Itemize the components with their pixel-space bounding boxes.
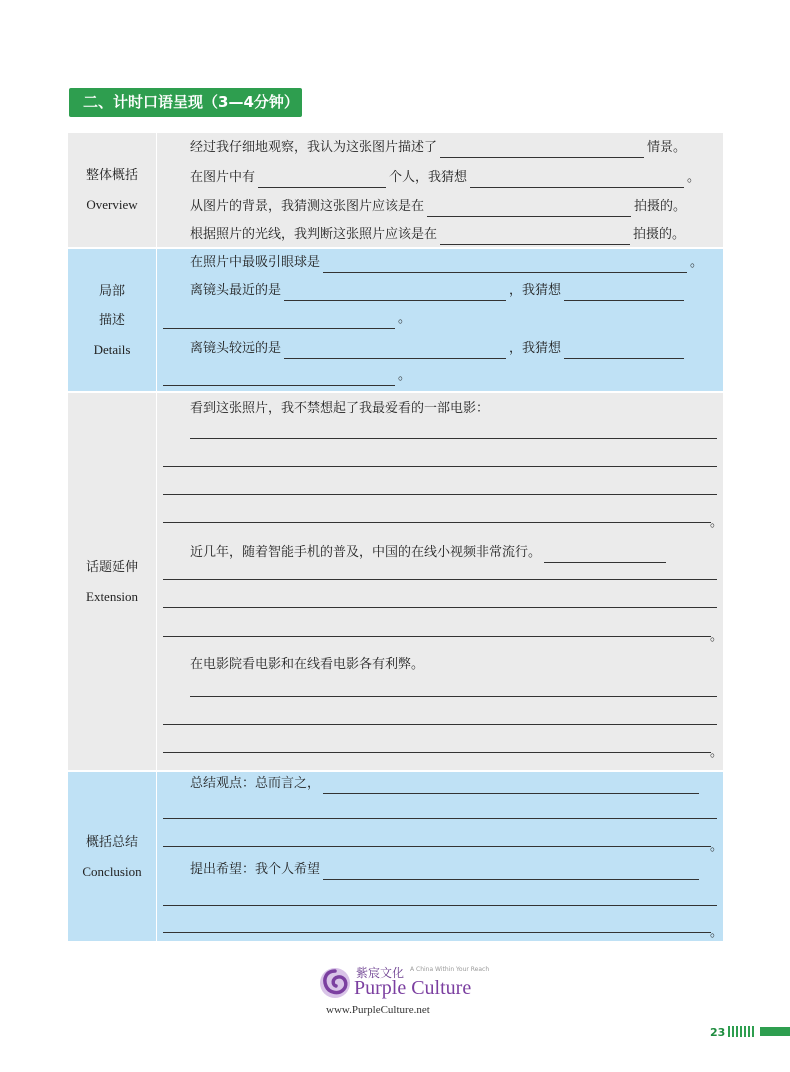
purple-culture-logo-icon xyxy=(318,966,352,1000)
answer-line[interactable] xyxy=(163,905,717,906)
conclusion-prompt-1: 总结观点：总而言之， xyxy=(190,776,321,791)
extension-label xyxy=(68,393,157,770)
answer-blank[interactable] xyxy=(284,285,506,301)
overview-label xyxy=(68,133,157,247)
conclusion-prompt-2-row xyxy=(190,860,717,880)
answer-blank[interactable] xyxy=(564,285,684,301)
overview-line-4-suffix: 拍摄的。 xyxy=(633,227,686,242)
details-section xyxy=(68,249,723,391)
conclusion-prompt-2: 提出希望：我个人希望 xyxy=(190,862,321,877)
overview-line-1-text: 经过我仔细地观察，我认为这张图片描述了 xyxy=(190,140,438,155)
answer-line[interactable] xyxy=(163,522,711,523)
overview-label-cn: 整体概括 xyxy=(85,168,138,183)
page-number-bar xyxy=(760,1027,790,1036)
extension-prompt-3: 在电影院看电影和在线看电影各有利弊。 xyxy=(190,657,425,672)
overview-line-3 xyxy=(190,197,717,217)
extension-end-1: 。 xyxy=(709,515,723,530)
logo-url: www.PurpleCulture.net xyxy=(326,1004,430,1016)
details-line-4 xyxy=(190,339,717,359)
answer-line[interactable] xyxy=(163,932,711,933)
conclusion-prompt-1-row xyxy=(190,774,717,794)
details-line-4-text: 离镜头较远的是 xyxy=(190,341,282,356)
answer-blank[interactable] xyxy=(258,172,386,188)
publisher-logo xyxy=(318,964,490,1019)
details-line-1-suffix: 。 xyxy=(690,255,704,270)
overview-content xyxy=(157,133,723,247)
answer-blank[interactable] xyxy=(323,778,699,794)
overview-line-4 xyxy=(190,225,717,245)
details-line-2 xyxy=(190,281,717,301)
overview-line-3-suffix: 拍摄的。 xyxy=(634,199,687,214)
conclusion-end-2: 。 xyxy=(709,925,723,940)
answer-blank[interactable] xyxy=(163,370,395,386)
answer-blank[interactable] xyxy=(323,864,699,880)
extension-prompt-2: 近几年，随着智能手机的普及，中国的在线小视频非常流行。 xyxy=(190,545,542,560)
worksheet-table xyxy=(68,133,723,941)
details-label xyxy=(68,249,157,391)
overview-line-2-suffix: 。 xyxy=(687,170,701,185)
extension-label-cn: 话题延伸 xyxy=(85,559,138,575)
logo-english-text: Purple Culture xyxy=(354,977,472,999)
overview-line-1 xyxy=(190,138,717,158)
answer-blank[interactable] xyxy=(163,313,395,329)
answer-blank[interactable] xyxy=(440,229,630,245)
extension-prompt-2-row xyxy=(190,543,717,563)
details-line-3-suffix: 。 xyxy=(398,311,412,326)
details-content xyxy=(157,249,723,391)
conclusion-end-1: 。 xyxy=(709,839,723,854)
conclusion-label-cn: 概括总结 xyxy=(85,834,138,850)
answer-blank[interactable] xyxy=(323,257,687,273)
conclusion-section xyxy=(68,772,723,941)
details-line-1-text: 在照片中最吸引眼球是 xyxy=(190,255,321,270)
logo-tagline: A China Within Your Reach xyxy=(410,966,490,973)
section-title: 二、计时口语呈现（3—4分钟） xyxy=(69,88,302,117)
details-label-cn-1: 局部 xyxy=(98,283,125,299)
details-line-5 xyxy=(163,366,717,386)
extension-content xyxy=(157,393,723,770)
logo-chinese-text: 紫宸文化 xyxy=(356,966,405,980)
conclusion-label xyxy=(68,772,157,941)
extension-prompt-1: 看到这张照片，我不禁想起了我最爱看的一部电影： xyxy=(190,401,490,416)
details-line-4-mid: ，我猜想 xyxy=(509,341,562,356)
answer-line[interactable] xyxy=(163,752,711,753)
details-line-1 xyxy=(190,253,717,273)
answer-line[interactable] xyxy=(163,846,711,847)
overview-line-2-mid: 个人，我猜想 xyxy=(389,170,468,185)
answer-line[interactable] xyxy=(163,466,717,467)
answer-line[interactable] xyxy=(190,696,717,697)
answer-blank[interactable] xyxy=(440,142,644,158)
overview-label-en: Overview xyxy=(86,197,138,212)
answer-line[interactable] xyxy=(163,724,717,725)
answer-line[interactable] xyxy=(163,818,717,819)
overview-line-3-text: 从图片的背景，我猜测这张图片应该是在 xyxy=(190,199,425,214)
extension-end-2: 。 xyxy=(709,629,723,644)
conclusion-content xyxy=(157,772,723,941)
answer-blank[interactable] xyxy=(544,547,666,563)
answer-line[interactable] xyxy=(190,438,717,439)
overview-section xyxy=(68,133,723,247)
details-line-5-suffix: 。 xyxy=(398,368,412,383)
answer-blank[interactable] xyxy=(284,343,506,359)
details-label-cn-2: 描述 xyxy=(98,312,125,328)
answer-blank[interactable] xyxy=(564,343,684,359)
overview-line-2-text: 在图片中有 xyxy=(190,170,256,185)
overview-line-4-text: 根据照片的光线，我判断这张照片应该是在 xyxy=(190,227,438,242)
details-label-en: Details xyxy=(93,341,131,357)
answer-blank[interactable] xyxy=(470,172,684,188)
answer-line[interactable] xyxy=(163,579,717,580)
details-line-2-text: 离镜头最近的是 xyxy=(190,283,282,298)
details-line-3 xyxy=(163,309,717,329)
extension-end-3: 。 xyxy=(709,745,723,760)
conclusion-label-en: Conclusion xyxy=(82,863,142,879)
answer-blank[interactable] xyxy=(427,201,631,217)
overview-line-2 xyxy=(190,168,717,188)
page-number: 23 xyxy=(710,1026,726,1039)
extension-label-en: Extension xyxy=(86,588,138,604)
answer-line[interactable] xyxy=(163,494,717,495)
overview-line-1-suffix: 情景。 xyxy=(647,140,687,155)
extension-section xyxy=(68,393,723,770)
answer-line[interactable] xyxy=(163,607,717,608)
details-line-2-mid: ，我猜想 xyxy=(509,283,562,298)
answer-line[interactable] xyxy=(163,636,711,637)
